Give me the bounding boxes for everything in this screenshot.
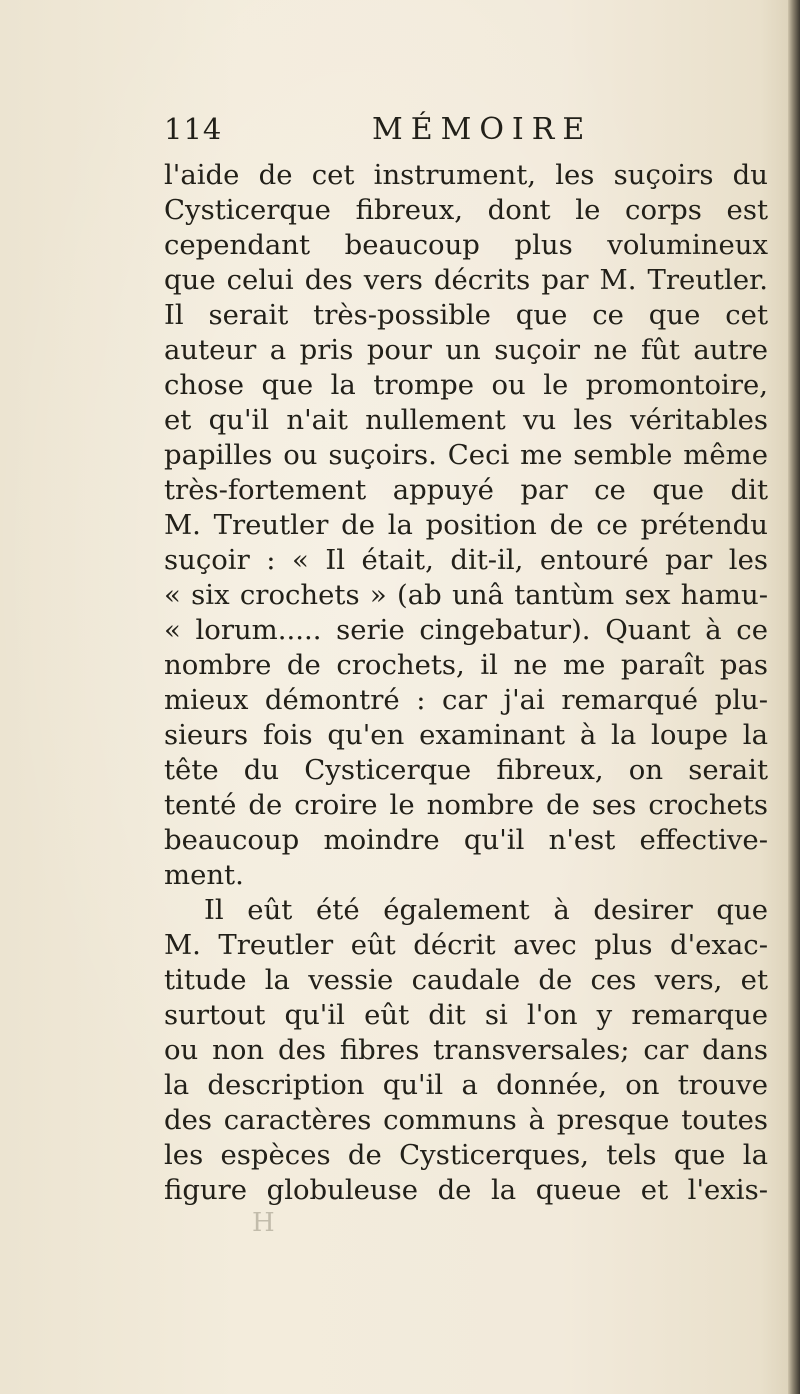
text-line: suçoir : « Il était, dit-il, entouré par les — [164, 544, 768, 576]
text-line: des caractères communs à presque toutes — [164, 1104, 768, 1136]
page-edge-shadow — [788, 0, 800, 1394]
signature-mark: H — [252, 1208, 275, 1238]
text-line: titude la vessie caudale de ces vers, et — [164, 964, 768, 996]
running-head: MÉMOIRE — [372, 112, 593, 147]
text-line: papilles ou suçoirs. Ceci me semble même — [164, 439, 768, 471]
text-line: les espèces de Cysticerques, tels que la — [164, 1139, 768, 1171]
text-line: M. Treutler de la position de ce prétendu — [164, 509, 768, 541]
text-line: auteur a pris pour un suçoir ne fût autre — [164, 334, 768, 366]
text-line: sieurs fois qu'en examinant à la loupe la — [164, 719, 768, 751]
page-header — [164, 112, 764, 152]
text-line: « six crochets » (ab unâ tantùm sex hamu- — [164, 579, 768, 611]
text-line: l'aide de cet instrument, les suçoirs du — [164, 159, 768, 191]
text-line: surtout qu'il eût dit si l'on y remarque — [164, 999, 768, 1031]
text-line: tenté de croire le nombre de ses crochets — [164, 789, 768, 821]
body-text — [164, 158, 768, 1208]
text-line: que celui des vers décrits par M. Treutler. — [164, 264, 768, 296]
text-line: Il eût été également à desirer que — [204, 894, 768, 926]
text-line: ment. — [164, 859, 244, 891]
text-line: beaucoup moindre qu'il n'est effective- — [164, 824, 768, 856]
text-line: cependant beaucoup plus volumineux — [164, 229, 768, 261]
text-line: Il serait très-possible que ce que cet — [164, 299, 768, 331]
text-line: M. Treutler eût décrit avec plus d'exac- — [164, 929, 768, 961]
text-line: tête du Cysticerque fibreux, on serait — [164, 754, 768, 786]
text-line: très-fortement appuyé par ce que dit — [164, 474, 768, 506]
text-line: mieux démontré : car j'ai remarqué plu- — [164, 684, 768, 716]
page-number: 114 — [164, 112, 223, 146]
text-line: ou non des fibres transversales; car dans — [164, 1034, 768, 1066]
text-line: Cysticerque fibreux, dont le corps est — [164, 194, 768, 226]
text-line: la description qu'il a donnée, on trouve — [164, 1069, 768, 1101]
text-line: nombre de crochets, il ne me paraît pas — [164, 649, 768, 681]
text-line: et qu'il n'ait nullement vu les véritables — [164, 404, 768, 436]
text-line: figure globuleuse de la queue et l'exis- — [164, 1174, 768, 1206]
text-line: chose que la trompe ou le promontoire, — [164, 369, 768, 401]
text-line: « lorum..... serie cingebatur). Quant à ce — [164, 614, 768, 646]
